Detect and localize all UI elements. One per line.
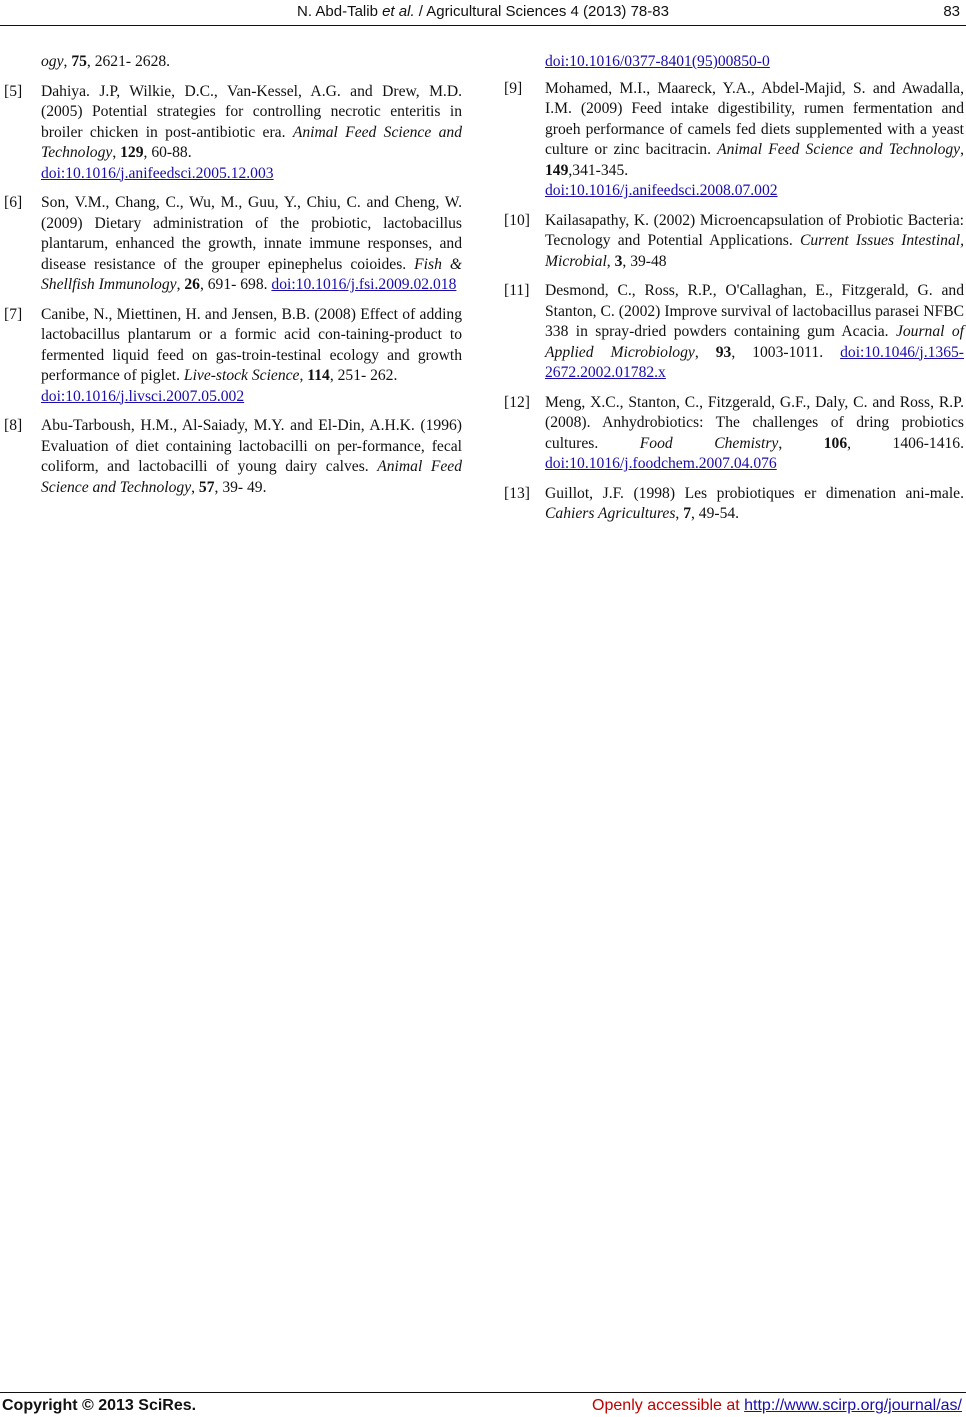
reference-7: [7] Canibe, N., Miettinen, H. and Jensen, B.B. (2008) Effect of adding lactobacillus plantarum or a formic acid con-taining-product to fermented liquid feed on gas-troin-testinal ecology and growth performance of piglet. Live-stock Science, 114, 251- 262. doi:10.1016/j.livsci.2007.05.002 [4,305,462,405]
running-head-journal: / Agricultural Sciences 4 (2013) 78-83 [418,3,669,20]
reference-number: [10] [504,211,530,229]
doi-link[interactable]: doi:10.1016/j.foodchem.2007.04.076 [545,455,777,472]
footer-rule [0,1392,966,1393]
running-head-etal: et al. [382,3,415,20]
reference-number: [13] [504,484,530,502]
header-rule [0,25,966,26]
references-right-column [504,52,964,534]
open-access-notice: Openly accessible at http://www.scirp.org/journal/as/ [592,1397,962,1414]
reference-10: [10] Kailasapathy, K. (2002) Microencapsulation of Probiotic Bacteria: Tecnology and Potential Applications. Current Issues Intestinal, Microbial, 3, 39-48 [504,211,964,270]
reference-number: [12] [504,393,530,411]
reference-12: [12] Meng, X.C., Stanton, C., Fitzgerald, G.F., Daly, C. and Ross, R.P. (2008). Anhydrobiotics: The challenges of dring probiotics cultures. Food Chemistry, 106, 1406-1416. doi:10.1016/j.foodchem.2007.04.076 [504,393,965,472]
reference-number: [5] [4,82,23,100]
reference-continuation [545,52,964,73]
reference-5: [5] Dahiya. J.P, Wilkie, D.C., Van-Kessel, A.G. and Drew, M.D. (2005) Potential strategies for controlling necrotic enteritis in broiler chicken in post-antibiotic era. Animal Feed Science and Technology, 129, 60-88. doi:10.1016/j.anifeedsci.2005.12.003 [4,82,462,182]
doi-link[interactable]: doi:10.1016/j.fsi.2009.02.018 [271,276,457,293]
reference-11: [11] Desmond, C., Ross, R.P., O'Callaghan, E., Fitzgerald, G. and Stanton, C. (2002) Improve survival of lactobacillus parasei NFBC 338 in spray-dried powders containing gum Acacia. Journal of Applied Microbiology, 93, 1003-1011. doi:10.1046/j.1365-2672.2002.01782.x [504,282,964,381]
doi-link[interactable]: doi:10.1016/j.anifeedsci.2008.07.002 [545,182,778,199]
reference-number: [7] [4,305,23,323]
doi-link[interactable]: doi:10.1016/j.livsci.2007.05.002 [41,387,245,405]
page-header [0,0,966,26]
reference-9: [9] Mohamed, M.I., Maareck, Y.A., Abdel-Majid, S. and Awadalla, I.M. (2009) Feed intake digestibility, rumen fermentation and groeh performance of camels fed diets supplemented with a yeast culture or zinc bacitracin. Animal Feed Science and Technology, 149,341-345. doi:10.1016/j.anifeedsci.2008.07.002 [504,79,964,199]
page-number: 83 [943,3,960,20]
reference-number: [8] [4,417,23,434]
references-left-column [0,52,462,507]
journal-url-link[interactable]: http://www.scirp.org/journal/as/ [744,1397,962,1414]
doi-link[interactable]: doi:10.1016/0377-8401(95)00850-0 [545,53,770,70]
reference-continuation: ogy, 75, 2621- 2628. [41,53,171,70]
reference-13: [13] Guillot, J.F. (1998) Les probiotiques er dimenation ani-male. Cahiers Agricultures, 7, 49-54. [504,484,964,522]
running-head [0,3,966,20]
doi-link[interactable]: doi:10.1046/j.1365-2672.2002.01782.x [545,343,964,381]
reference-number: [11] [504,282,530,299]
reference-6: [6] Son, V.M., Chang, C., Wu, M., Guu, Y., Chiu, C. and Cheng, W. (2009) Dietary administration of the probiotic, lactobacillus plantarum, enhanced the growth, innate immune responses, and disease resistance of the grouper epinephelus coioides. Fish & Shellfish Immunology, 26, 691- 698. doi:10.1016/j.fsi.2009.02.018 [4,194,462,293]
reference-8: [8] Abu-Tarboush, H.M., Al-Saiady, M.Y. and El-Din, A.H.K. (1996) Evaluation of diet containing lactobacilli on per-formance, fecal coliform, and lactobacilli of young dairy calves. Animal Feed Science and Technology, 57, 39- 49. [4,417,463,496]
copyright-notice: Copyright © 2013 SciRes. [2,1397,197,1414]
running-head-author: N. Abd-Talib [297,3,378,20]
reference-number: [9] [504,79,523,97]
reference-number: [6] [4,194,23,211]
doi-link[interactable]: doi:10.1016/j.anifeedsci.2005.12.003 [41,164,274,182]
